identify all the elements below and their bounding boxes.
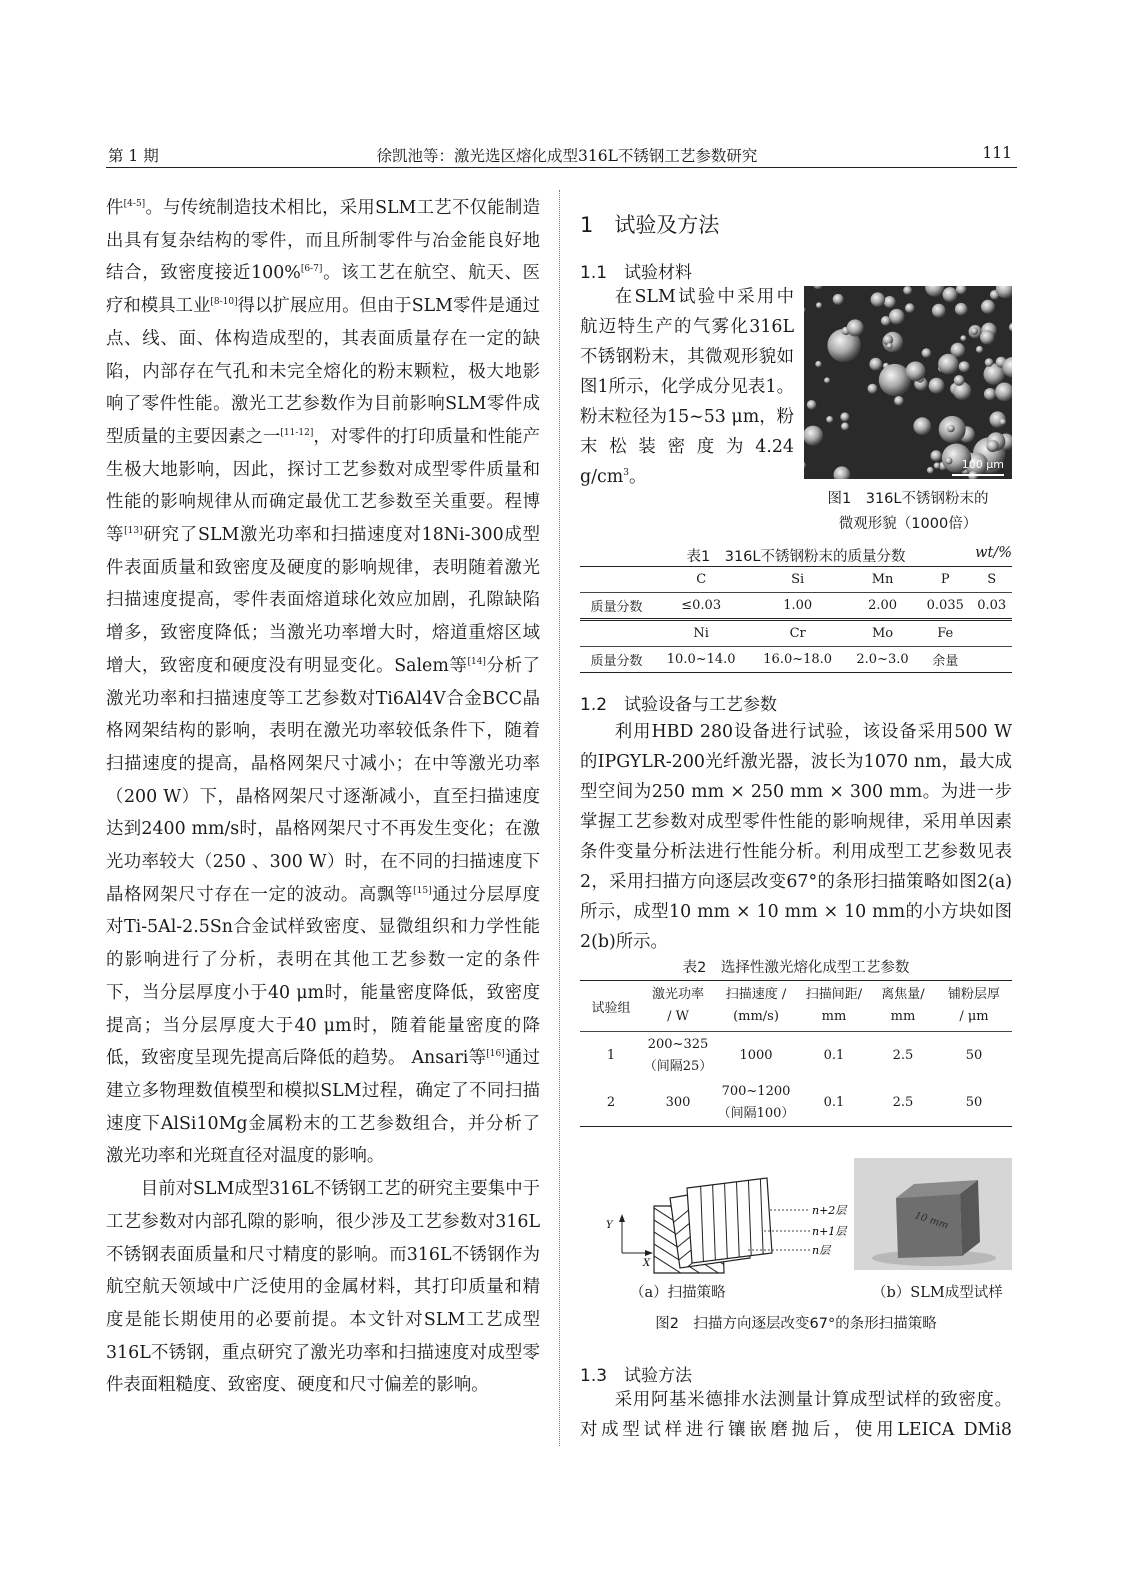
process-parameter-table — [580, 980, 1012, 1127]
citation[interactable]: [16] — [486, 1049, 505, 1060]
citation[interactable]: [6-7] — [300, 264, 323, 275]
left-column — [106, 192, 540, 1402]
powder-particle — [980, 330, 994, 344]
powder-particle — [841, 422, 849, 430]
scale-label: 100 μm — [961, 458, 1004, 471]
powder-particle — [868, 384, 878, 394]
powder-particle — [925, 286, 944, 297]
table-1-unit: wt/% — [975, 545, 1012, 561]
powder-particle — [927, 467, 934, 474]
citation[interactable]: [4-5] — [123, 199, 146, 210]
figure-2-caption: 图2 扫描方向逐层改变67°的条形扫描策略 — [655, 1316, 937, 1332]
powder-particle — [826, 416, 833, 423]
y-axis-label: Y — [606, 1220, 613, 1231]
powder-particle — [887, 343, 893, 349]
powder-particle — [1000, 419, 1007, 426]
layer-label-n: n层 — [812, 1244, 831, 1257]
header-rule — [106, 167, 1017, 168]
powder-particle — [840, 412, 849, 421]
powder-particle — [959, 361, 970, 372]
column-divider — [559, 190, 560, 1446]
x-axis-label: X — [643, 1258, 651, 1269]
slm-sample-photo — [854, 1158, 1012, 1270]
powder-particle — [929, 378, 945, 394]
powder-particle — [889, 309, 905, 325]
motivation-paragraph: 目前对SLM成型316L不锈钢工艺的研究主要集中于工艺参数对内部孔隙的影响，很少涉及工艺参数对316L不锈钢表面质量和尺寸精度的影响。而316L不锈钢作为航空航天领域中广泛使用的金属材料，其打印质量和精度是能长期使用的必要前提。本文针对SLM工艺成型316L不锈钢，重点研究了激光功率和扫描速度对成型零件表面粗糙度、致密度、硬度和尺寸偏差的影响。 — [106, 1179, 540, 1396]
table-row: 1 200~325 （间隔25） 1000 0.1 2.5 50 — [606, 1036, 983, 1074]
composition-table — [580, 566, 1012, 673]
section-heading-1-1: 1.1 试验材料 — [580, 263, 693, 283]
powder-particle — [816, 302, 822, 308]
powder-particle — [1009, 323, 1012, 332]
powder-particle — [976, 346, 983, 353]
powder-particle — [922, 348, 932, 358]
powder-particle — [945, 457, 952, 464]
powder-micrograph — [804, 286, 1012, 479]
section-heading-1-3: 1.3 试验方法 — [580, 1366, 693, 1386]
powder-particle — [943, 287, 958, 302]
materials-paragraph: 在SLM试验中采用中航迈特生产的气雾化316L不锈钢粉末，其微观形貌如图1所示，化学成分见表1。粉末粒径为15~53 μm，粉末松装密度为4.24 $g/cm^3$。 — [580, 287, 794, 487]
scan-strategy-diagram — [592, 1158, 862, 1278]
scan-strategy-drawing — [592, 1158, 862, 1278]
powder-particle — [956, 286, 967, 294]
running-title: 徐凯池等：激光选区熔化成型316L不锈钢工艺参数研究 — [376, 147, 758, 165]
figure-1-caption-cont: 微观形貌（1000倍） — [838, 516, 978, 532]
powder-particle — [903, 286, 912, 295]
powder-particle — [954, 375, 965, 386]
powder-particle — [931, 450, 942, 461]
powder-particle — [804, 426, 823, 446]
table-row: 质量分数 10.0~14.0 16.0~18.0 2.0~3.0 余量 — [580, 647, 1012, 673]
powder-particle — [815, 361, 821, 367]
powder-particle — [847, 319, 864, 336]
sample-cube-drawing — [854, 1158, 1012, 1270]
powder-particle — [995, 383, 1012, 402]
powder-particle — [871, 292, 885, 306]
table-row: 质量分数 ≤0.03 1.00 2.00 0.035 0.03 — [580, 593, 1012, 620]
citation[interactable]: [13] — [124, 526, 143, 537]
powder-particle — [984, 388, 996, 400]
issue-label: 第 1 期 — [108, 147, 159, 165]
figure-1-caption: 图1 316L不锈钢粉末的 — [827, 491, 989, 507]
scale-bar — [952, 474, 1004, 476]
citation[interactable]: [11-12] — [280, 428, 314, 439]
powder-particle — [934, 462, 941, 469]
table-1-caption: 表1 316L不锈钢粉末的质量分数 — [686, 549, 906, 565]
powder-particle — [913, 417, 931, 435]
powder-particle — [894, 396, 904, 406]
powder-particle — [884, 296, 896, 308]
sample-dimension-label: 10 mm — [913, 1210, 950, 1232]
powder-particle — [955, 303, 968, 316]
powder-particle — [947, 425, 955, 433]
powder-particle — [804, 462, 806, 470]
section-heading-1: 1 试验及方法 — [580, 213, 720, 237]
table-row: C Si Mn P S — [580, 567, 1012, 593]
powder-particle — [807, 400, 817, 410]
powder-particle — [938, 354, 959, 375]
powder-particle — [906, 361, 926, 381]
layer-label-n1: n+1层 — [812, 1225, 847, 1238]
powder-particle — [932, 304, 946, 318]
powder-particle — [881, 316, 891, 326]
table-header-row: 试验组 激光功率 / W 扫描速度 / (mm/s) 扫描间距/ mm 离焦量/ mm 铺粉层厚 / μm — [580, 981, 1012, 1032]
page-number: 111 — [982, 144, 1012, 162]
powder-particle — [986, 440, 998, 452]
powder-particle — [960, 335, 966, 341]
powder-particle — [981, 300, 995, 314]
equipment-paragraph: 利用HBD 280设备进行试验，该设备采用500 W的IPGYLR-200光纤激光器，波长为1070 nm，最大成型空间为250 mm × 250 mm × 300 mm。为进一步掌握工艺参数对成型零件性能的影响规律，采用单因素条件变量分析法进行性能分析。利用成型工艺参数见表2，采用扫描方向逐层改变67°的条形扫描策略如图2(a)所示，成型10 mm × 10 mm × 10 mm的小方块如图2(b)所示。 — [580, 722, 1012, 952]
powder-particles-image — [804, 286, 1012, 479]
section-heading-1-2: 1.2 试验设备与工艺参数 — [580, 695, 778, 715]
method-paragraph: 采用阿基米德排水法测量计算成型试样的致密度。对成型试样进行镶嵌磨抛后，使用LEICA DMi8 — [580, 1390, 1012, 1440]
powder-particle — [804, 307, 805, 313]
powder-particle — [834, 466, 851, 479]
intro-paragraph: 件[4-5]。与传统制造技术相比，采用SLM工艺不仅能制造出具有复杂结构的零件，而且所制零件与冶金能良好地结合，致密度接近100%[6-7]。该工艺在航空、航天、医疗和模具工业[8-10]得以扩展应用。但由于SLM零件是通过点、线、面、体构造成型的，其表面质量存在一定的缺陷，内部存在气孔和未完全熔化的粉末颗粒，极大地影响了零件性能。激光工艺参数作为目前影响SLM零件成型质量的主要因素之一[11-12]，对零件的打印质量和性能产生极大地影响，因此，探讨工艺参数对成型零件质量和性能的影响规律从而确定最优工艺参数至关重要。程博等[13]研究了SLM激光功率和扫描速度对18Ni-300成型件表面质量和致密度及硬度的影响规律，表明随着激光扫描速度提高，零件表面熔道球化效应加剧，孔隙缺陷增多，致密度降低；当激光功率增大时，熔道重熔区域增大，致密度和硬度没有明显变化。Salem等[14]分析了激光功率和扫描速度等工艺参数对Ti6Al4V合金BCC晶格网架结构的影响，表明在激光功率较低条件下，随着扫描速度的提高，晶格网架尺寸减小；在中等激光功率（200 W）下，晶格网架尺寸逐渐减小，直至扫描速度达到2400 mm/s时，晶格网架尺寸不再发生变化；在激光功率较大（250 、300 W）时，在不同的扫描速度下晶格网架尺寸存在一定的波动。高飘等[15]通过分层厚度对Ti-5Al-2.5Sn合金试样致密度、显微组织和力学性能的影响进行了分析，表明在其他工艺参数一定的条件下，当分层厚度小于40 μm时，能量密度降低，致密度提高；当分层厚度大于40 μm时，随着能量密度的降低，致密度呈现先提高后降低的趋势。 Ansari等[16]通过建立多物理数值模型和模拟SLM过程，确定了不同扫描速度下AlSi10Mg金属粉末的工艺参数组合，并分析了激光功率和光斑直径对温度的影响。 — [106, 198, 540, 1167]
powder-particle — [971, 328, 978, 335]
citation[interactable]: [8-10] — [210, 297, 238, 308]
citation[interactable]: [14] — [467, 657, 486, 668]
table-row: 2 300 700~1200 （间隔100） 0.1 2.5 50 — [580, 1079, 1012, 1127]
citation[interactable]: [15] — [413, 885, 432, 896]
powder-particle — [905, 303, 915, 313]
powder-particle — [813, 286, 823, 289]
powder-particle — [869, 358, 882, 371]
figure-2b-caption: （b）SLM成型试样 — [872, 1285, 1003, 1301]
powder-particle — [824, 377, 830, 383]
layer-label-n2: n+2层 — [812, 1204, 847, 1217]
powder-particle — [833, 294, 844, 305]
table-2-caption: 表2 选择性激光熔化成型工艺参数 — [682, 960, 910, 976]
figure-2a-caption: （a）扫描策略 — [630, 1285, 726, 1301]
powder-particle — [985, 358, 994, 367]
table-row: Ni Cr Mo Fe — [580, 620, 1012, 647]
